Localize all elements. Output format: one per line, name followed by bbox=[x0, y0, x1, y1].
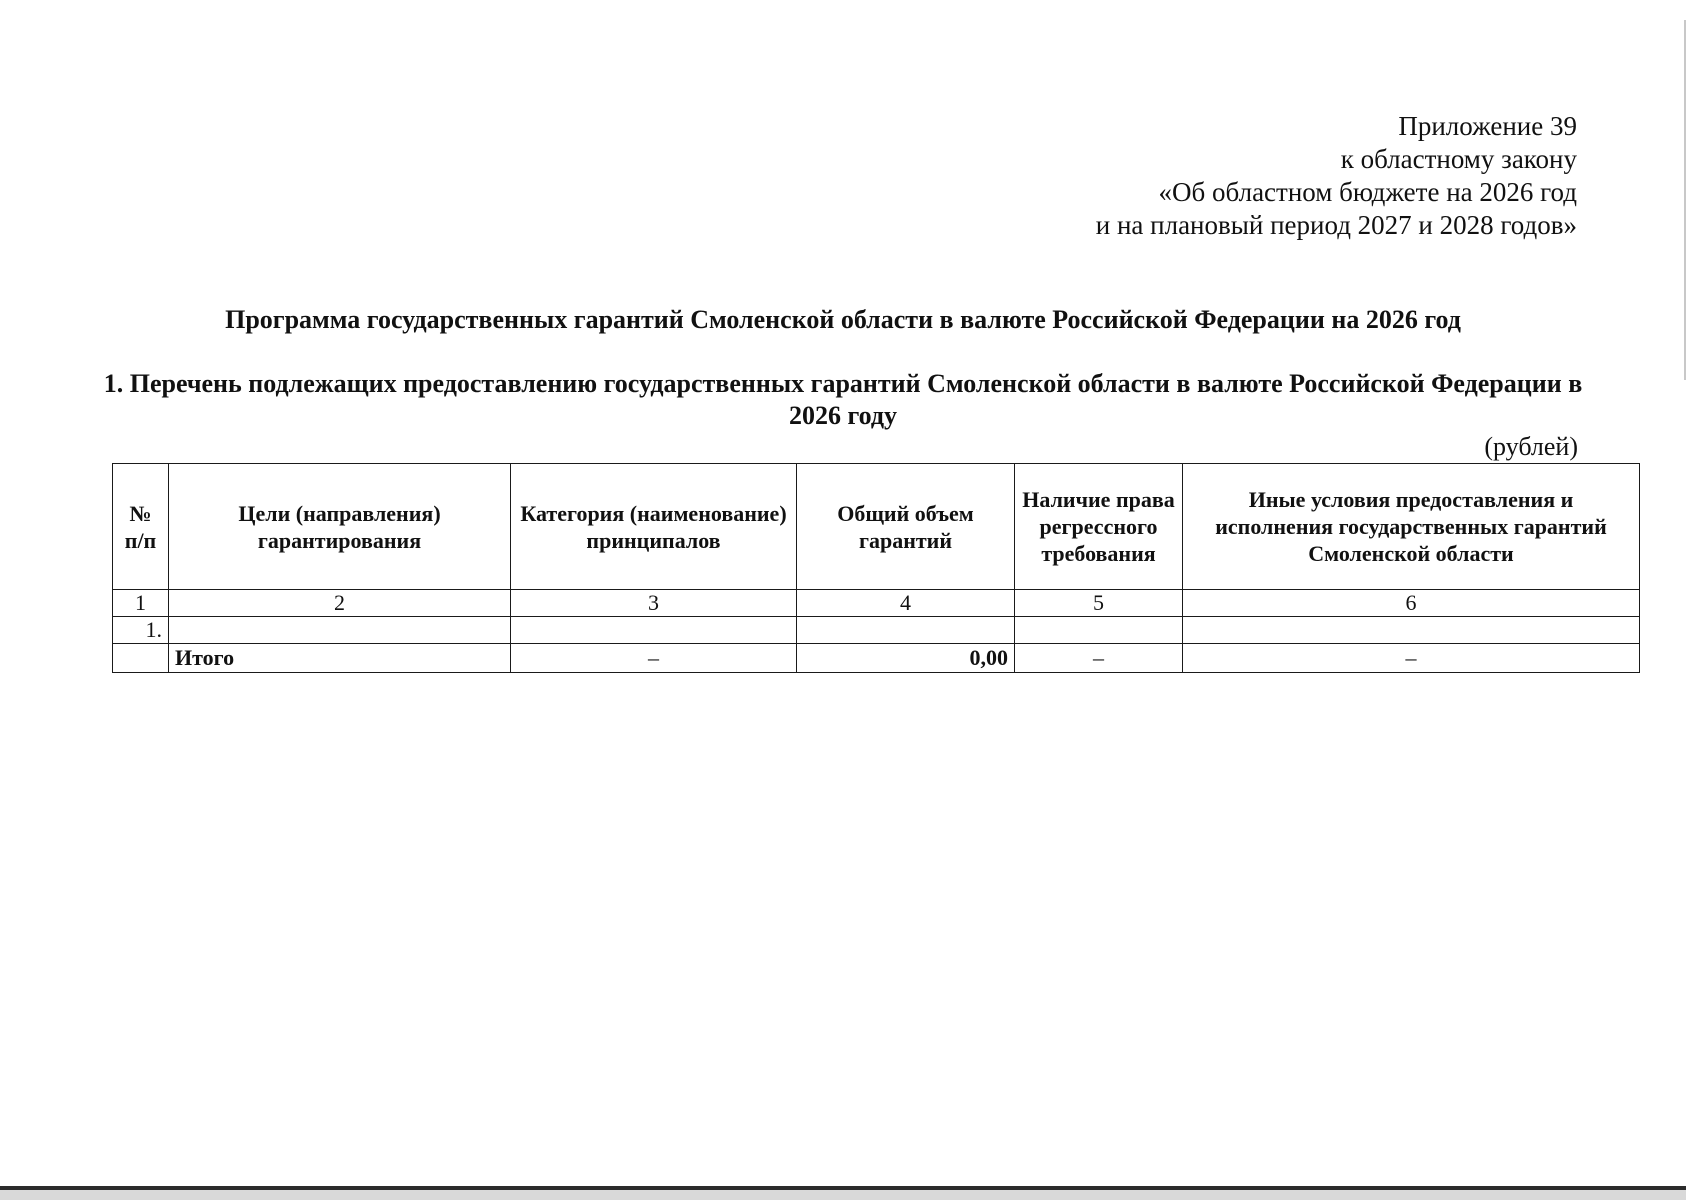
column-index-cell: 4 bbox=[797, 590, 1015, 617]
column-index-row bbox=[113, 590, 1640, 617]
total-num-cell bbox=[113, 644, 169, 673]
scan-margin-bottom bbox=[0, 1190, 1686, 1200]
total-regress-cell: – bbox=[1015, 644, 1183, 673]
appendix-reference bbox=[1096, 110, 1577, 242]
appendix-line-1: Приложение 39 bbox=[1398, 111, 1577, 141]
table-row bbox=[113, 617, 1640, 644]
column-index-cell: 6 bbox=[1183, 590, 1640, 617]
column-index-cell: 5 bbox=[1015, 590, 1183, 617]
volume-cell bbox=[797, 617, 1015, 644]
header-volume: Общий объем гарантий bbox=[797, 464, 1015, 590]
header-category: Категория (наименование) принципалов bbox=[511, 464, 797, 590]
total-category-cell: – bbox=[511, 644, 797, 673]
appendix-line-4: и на плановый период 2027 и 2028 годов» bbox=[1095, 210, 1577, 240]
conditions-cell bbox=[1183, 617, 1640, 644]
header-regress: Наличие права регрессного требования bbox=[1015, 464, 1183, 590]
header-conditions: Иные условия предоставления и исполнения государственных гарантий Смоленской области bbox=[1183, 464, 1640, 590]
column-index-cell: 1 bbox=[113, 590, 169, 617]
table-header-row bbox=[113, 464, 1640, 590]
regress-cell bbox=[1015, 617, 1183, 644]
document-title: Программа государственных гарантий Смоленской области в валюте Российской Федерации на 2026 год bbox=[225, 305, 1461, 334]
total-row bbox=[113, 644, 1640, 673]
header-num: № п/п bbox=[113, 464, 169, 590]
column-index-cell: 2 bbox=[169, 590, 511, 617]
total-volume-cell: 0,00 bbox=[797, 644, 1015, 673]
guarantees-table bbox=[112, 463, 1640, 673]
goals-cell bbox=[169, 617, 511, 644]
appendix-line-2: к областному закону bbox=[1340, 144, 1577, 174]
header-goals: Цели (направления) гарантирования bbox=[169, 464, 511, 590]
column-index-cell: 3 bbox=[511, 590, 797, 617]
total-conditions-cell: – bbox=[1183, 644, 1640, 673]
row-number-cell: 1. bbox=[113, 617, 169, 644]
section-title: 1. Перечень подлежащих предоставлению государственных гарантий Смоленской области в валюте Российской Федерации в 2026 году bbox=[103, 369, 1583, 430]
units-label: (рублей) bbox=[1484, 432, 1578, 461]
category-cell bbox=[511, 617, 797, 644]
appendix-line-3: «Об областном бюджете на 2026 год bbox=[1158, 177, 1577, 207]
total-label-cell: Итого bbox=[169, 644, 511, 673]
